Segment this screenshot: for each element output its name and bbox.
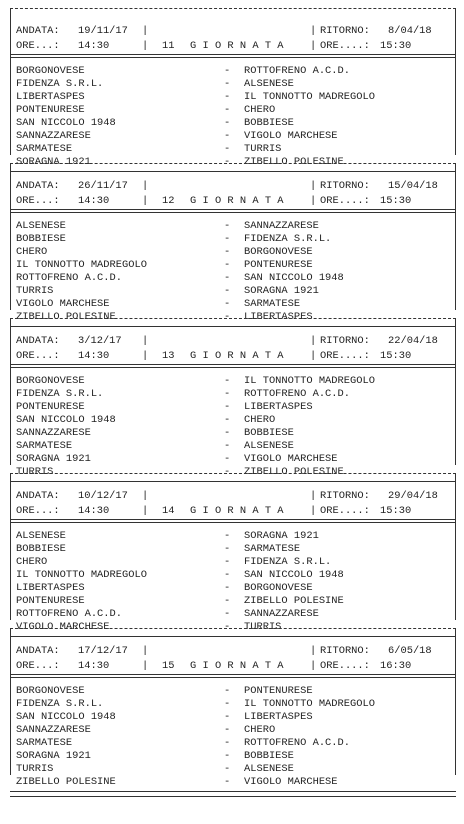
home-team: SORAGNA 1921: [16, 453, 91, 465]
home-team: ROTTOFRENO A.C.D.: [16, 272, 123, 284]
giornata-bar-left: |: [142, 195, 149, 207]
away-team: ALSENESE: [244, 440, 294, 452]
away-team: ZIBELLO POLESINE: [244, 156, 344, 168]
round-separator: [10, 473, 456, 474]
away-team: LIBERTASPES: [244, 401, 313, 413]
away-team: ROTTOFRENO A.C.D.: [244, 65, 351, 77]
away-team: IL TONNOTTO MADREGOLO: [244, 375, 375, 387]
away-team: SARMATESE: [244, 543, 301, 555]
away-team: SANNAZZARESE: [244, 608, 319, 620]
match-dash: -: [224, 375, 231, 387]
andata-date: 19/11/17: [78, 25, 128, 37]
giornata-label: G I O R N A T A: [190, 350, 284, 362]
border-vertical: [455, 163, 456, 310]
border-vertical: [10, 163, 11, 310]
home-team: SARMATESE: [16, 143, 73, 155]
ore-andata-time: 14:30: [78, 350, 110, 362]
fixture-sheet: [10, 0, 456, 824]
andata-bar: |: [142, 645, 149, 657]
ore-ritorno-time: 16:30: [380, 660, 412, 672]
sheet-bottom-rule: [10, 796, 456, 797]
border-vertical: [455, 628, 456, 775]
header-rule: [10, 677, 456, 678]
home-team: SAN NICCOLO 1948: [16, 117, 116, 129]
away-team: FIDENZA S.R.L.: [244, 233, 332, 245]
match-dash: -: [224, 530, 231, 542]
match-dash: -: [224, 543, 231, 555]
match-dash: -: [224, 427, 231, 439]
ore-andata-time: 14:30: [78, 505, 110, 517]
ore-ritorno-label: ORE....:: [320, 40, 370, 52]
match-dash: -: [224, 440, 231, 452]
match-dash: -: [224, 65, 231, 77]
away-team: FIDENZA S.R.L.: [244, 556, 332, 568]
home-team: SARMATESE: [16, 737, 73, 749]
match-dash: -: [224, 91, 231, 103]
round-separator: [10, 628, 456, 629]
away-team: BOBBIESE: [244, 117, 294, 129]
ritorno-date: 22/04/18: [388, 335, 438, 347]
ritorno-bar: |: [310, 490, 317, 502]
home-team: BORGONOVESE: [16, 685, 85, 697]
home-team: SORAGNA 1921: [16, 156, 91, 168]
ritorno-label: RITORNO:: [320, 25, 370, 37]
home-team: ZIBELLO POLESINE: [16, 776, 116, 788]
away-team: SORAGNA 1921: [244, 530, 319, 542]
away-team: ROTTOFRENO A.C.D.: [244, 388, 351, 400]
ore-andata-label: ORE...:: [16, 40, 60, 52]
round-bottom-rule: [10, 481, 456, 482]
match-dash: -: [224, 233, 231, 245]
header-rule: [10, 364, 456, 365]
giornata-number: 13: [162, 350, 175, 362]
ore-andata-label: ORE...:: [16, 505, 60, 517]
match-dash: -: [224, 117, 231, 129]
giornata-bar-left: |: [142, 350, 149, 362]
away-team: BOBBIESE: [244, 427, 294, 439]
home-team: IL TONNOTTO MADREGOLO: [16, 259, 147, 271]
home-team: ALSENESE: [16, 220, 66, 232]
round-bottom-rule: [10, 791, 456, 792]
border-vertical: [10, 473, 11, 620]
away-team: ALSENESE: [244, 763, 294, 775]
match-dash: -: [224, 259, 231, 271]
andata-date: 17/12/17: [78, 645, 128, 657]
giornata-bar-right: |: [310, 350, 317, 362]
home-team: TURRIS: [16, 466, 54, 478]
match-dash: -: [224, 143, 231, 155]
match-dash: -: [224, 724, 231, 736]
ore-andata-label: ORE...:: [16, 195, 60, 207]
away-team: VIGOLO MARCHESE: [244, 453, 338, 465]
giornata-bar-right: |: [310, 40, 317, 52]
home-team: VIGOLO MARCHESE: [16, 298, 110, 310]
ore-andata-label: ORE...:: [16, 660, 60, 672]
match-dash: -: [224, 582, 231, 594]
away-team: BORGONOVESE: [244, 246, 313, 258]
away-team: LIBERTASPES: [244, 311, 313, 323]
match-dash: -: [224, 595, 231, 607]
match-dash: -: [224, 388, 231, 400]
match-dash: -: [224, 685, 231, 697]
andata-label: ANDATA:: [16, 180, 60, 192]
ritorno-bar: |: [310, 645, 317, 657]
home-team: IL TONNOTTO MADREGOLO: [16, 569, 147, 581]
andata-label: ANDATA:: [16, 490, 60, 502]
home-team: CHERO: [16, 246, 48, 258]
border-vertical: [10, 628, 11, 775]
round-separator: [10, 163, 456, 164]
match-dash: -: [224, 750, 231, 762]
home-team: TURRIS: [16, 285, 54, 297]
match-dash: -: [224, 737, 231, 749]
ore-ritorno-time: 15:30: [380, 505, 412, 517]
andata-label: ANDATA:: [16, 335, 60, 347]
home-team: FIDENZA S.R.L.: [16, 388, 104, 400]
away-team: IL TONNOTTO MADREGOLO: [244, 698, 375, 710]
away-team: SORAGNA 1921: [244, 285, 319, 297]
giornata-bar-left: |: [142, 505, 149, 517]
away-team: VIGOLO MARCHESE: [244, 130, 338, 142]
home-team: FIDENZA S.R.L.: [16, 698, 104, 710]
giornata-number: 12: [162, 195, 175, 207]
giornata-number: 11: [162, 40, 175, 52]
ritorno-bar: |: [310, 25, 317, 37]
ritorno-date: 8/04/18: [388, 25, 432, 37]
away-team: TURRIS: [244, 143, 282, 155]
away-team: CHERO: [244, 724, 276, 736]
away-team: VIGOLO MARCHESE: [244, 776, 338, 788]
header-rule: [10, 519, 456, 520]
away-team: ROTTOFRENO A.C.D.: [244, 737, 351, 749]
header-rule: [10, 367, 456, 368]
home-team: PONTENURESE: [16, 104, 85, 116]
ore-andata-time: 14:30: [78, 660, 110, 672]
home-team: PONTENURESE: [16, 401, 85, 413]
andata-label: ANDATA:: [16, 645, 60, 657]
home-team: LIBERTASPES: [16, 91, 85, 103]
ore-ritorno-label: ORE....:: [320, 660, 370, 672]
home-team: SANNAZZARESE: [16, 724, 91, 736]
ore-ritorno-label: ORE....:: [320, 350, 370, 362]
match-dash: -: [224, 608, 231, 620]
ore-ritorno-time: 15:30: [380, 195, 412, 207]
andata-bar: |: [142, 25, 149, 37]
ritorno-date: 6/05/18: [388, 645, 432, 657]
border-vertical: [455, 318, 456, 465]
giornata-number: 14: [162, 505, 175, 517]
away-team: BOBBIESE: [244, 750, 294, 762]
border-vertical: [455, 8, 456, 155]
match-dash: -: [224, 246, 231, 258]
away-team: CHERO: [244, 414, 276, 426]
home-team: BOBBIESE: [16, 233, 66, 245]
giornata-bar-left: |: [142, 40, 149, 52]
andata-date: 10/12/17: [78, 490, 128, 502]
header-rule: [10, 522, 456, 523]
match-dash: -: [224, 104, 231, 116]
match-dash: -: [224, 285, 231, 297]
match-dash: -: [224, 776, 231, 788]
round-separator: [10, 318, 456, 319]
giornata-label: G I O R N A T A: [190, 195, 284, 207]
ore-andata-label: ORE...:: [16, 350, 60, 362]
home-team: SANNAZZARESE: [16, 130, 91, 142]
match-dash: -: [224, 621, 231, 633]
home-team: BOBBIESE: [16, 543, 66, 555]
andata-label: ANDATA:: [16, 25, 60, 37]
match-dash: -: [224, 763, 231, 775]
round-bottom-rule: [10, 326, 456, 327]
away-team: SARMATESE: [244, 298, 301, 310]
andata-bar: |: [142, 180, 149, 192]
home-team: ALSENESE: [16, 530, 66, 542]
away-team: SAN NICCOLO 1948: [244, 569, 344, 581]
match-dash: -: [224, 298, 231, 310]
away-team: PONTENURESE: [244, 259, 313, 271]
away-team: ZIBELLO POLESINE: [244, 595, 344, 607]
header-rule: [10, 209, 456, 210]
match-dash: -: [224, 130, 231, 142]
header-rule: [10, 57, 456, 58]
giornata-bar-left: |: [142, 660, 149, 672]
ore-ritorno-label: ORE....:: [320, 505, 370, 517]
home-team: SARMATESE: [16, 440, 73, 452]
match-dash: -: [224, 698, 231, 710]
home-team: ROTTOFRENO A.C.D.: [16, 608, 123, 620]
home-team: TURRIS: [16, 763, 54, 775]
away-team: TURRIS: [244, 621, 282, 633]
header-rule: [10, 212, 456, 213]
giornata-bar-right: |: [310, 195, 317, 207]
giornata-label: G I O R N A T A: [190, 660, 284, 672]
match-dash: -: [224, 414, 231, 426]
match-dash: -: [224, 401, 231, 413]
ore-ritorno-time: 15:30: [380, 350, 412, 362]
andata-bar: |: [142, 490, 149, 502]
ore-andata-time: 14:30: [78, 40, 110, 52]
away-team: IL TONNOTTO MADREGOLO: [244, 91, 375, 103]
andata-date: 3/12/17: [78, 335, 122, 347]
giornata-label: G I O R N A T A: [190, 505, 284, 517]
ritorno-bar: |: [310, 180, 317, 192]
header-rule: [10, 674, 456, 675]
home-team: LIBERTASPES: [16, 582, 85, 594]
home-team: BORGONOVESE: [16, 65, 85, 77]
ritorno-label: RITORNO:: [320, 335, 370, 347]
home-team: ZIBELLO POLESINE: [16, 311, 116, 323]
ore-andata-time: 14:30: [78, 195, 110, 207]
match-dash: -: [224, 711, 231, 723]
header-rule: [10, 54, 456, 55]
andata-bar: |: [142, 335, 149, 347]
match-dash: -: [224, 272, 231, 284]
ritorno-label: RITORNO:: [320, 490, 370, 502]
giornata-bar-right: |: [310, 505, 317, 517]
round-bottom-rule: [10, 636, 456, 637]
ritorno-label: RITORNO:: [320, 180, 370, 192]
away-team: PONTENURESE: [244, 685, 313, 697]
away-team: SAN NICCOLO 1948: [244, 272, 344, 284]
round-bottom-rule: [10, 171, 456, 172]
ore-ritorno-time: 15:30: [380, 40, 412, 52]
match-dash: -: [224, 453, 231, 465]
giornata-bar-right: |: [310, 660, 317, 672]
match-dash: -: [224, 569, 231, 581]
border-vertical: [10, 318, 11, 465]
ritorno-date: 29/04/18: [388, 490, 438, 502]
home-team: PONTENURESE: [16, 595, 85, 607]
home-team: FIDENZA S.R.L.: [16, 78, 104, 90]
away-team: ZIBELLO POLESINE: [244, 466, 344, 478]
ore-ritorno-label: ORE....:: [320, 195, 370, 207]
match-dash: -: [224, 78, 231, 90]
home-team: SAN NICCOLO 1948: [16, 711, 116, 723]
ritorno-bar: |: [310, 335, 317, 347]
giornata-number: 15: [162, 660, 175, 672]
border-vertical: [455, 473, 456, 620]
match-dash: -: [224, 220, 231, 232]
andata-date: 26/11/17: [78, 180, 128, 192]
away-team: SANNAZZARESE: [244, 220, 319, 232]
home-team: VIGOLO MARCHESE: [16, 621, 110, 633]
border-vertical: [10, 8, 11, 155]
away-team: CHERO: [244, 104, 276, 116]
match-dash: -: [224, 556, 231, 568]
home-team: SORAGNA 1921: [16, 750, 91, 762]
away-team: ALSENESE: [244, 78, 294, 90]
home-team: SANNAZZARESE: [16, 427, 91, 439]
home-team: SAN NICCOLO 1948: [16, 414, 116, 426]
away-team: LIBERTASPES: [244, 711, 313, 723]
match-dash: -: [224, 311, 231, 323]
match-dash: -: [224, 156, 231, 168]
ritorno-date: 15/04/18: [388, 180, 438, 192]
away-team: BORGONOVESE: [244, 582, 313, 594]
round-separator: [10, 8, 456, 9]
giornata-label: G I O R N A T A: [190, 40, 284, 52]
home-team: BORGONOVESE: [16, 375, 85, 387]
home-team: CHERO: [16, 556, 48, 568]
match-dash: -: [224, 466, 231, 478]
ritorno-label: RITORNO:: [320, 645, 370, 657]
